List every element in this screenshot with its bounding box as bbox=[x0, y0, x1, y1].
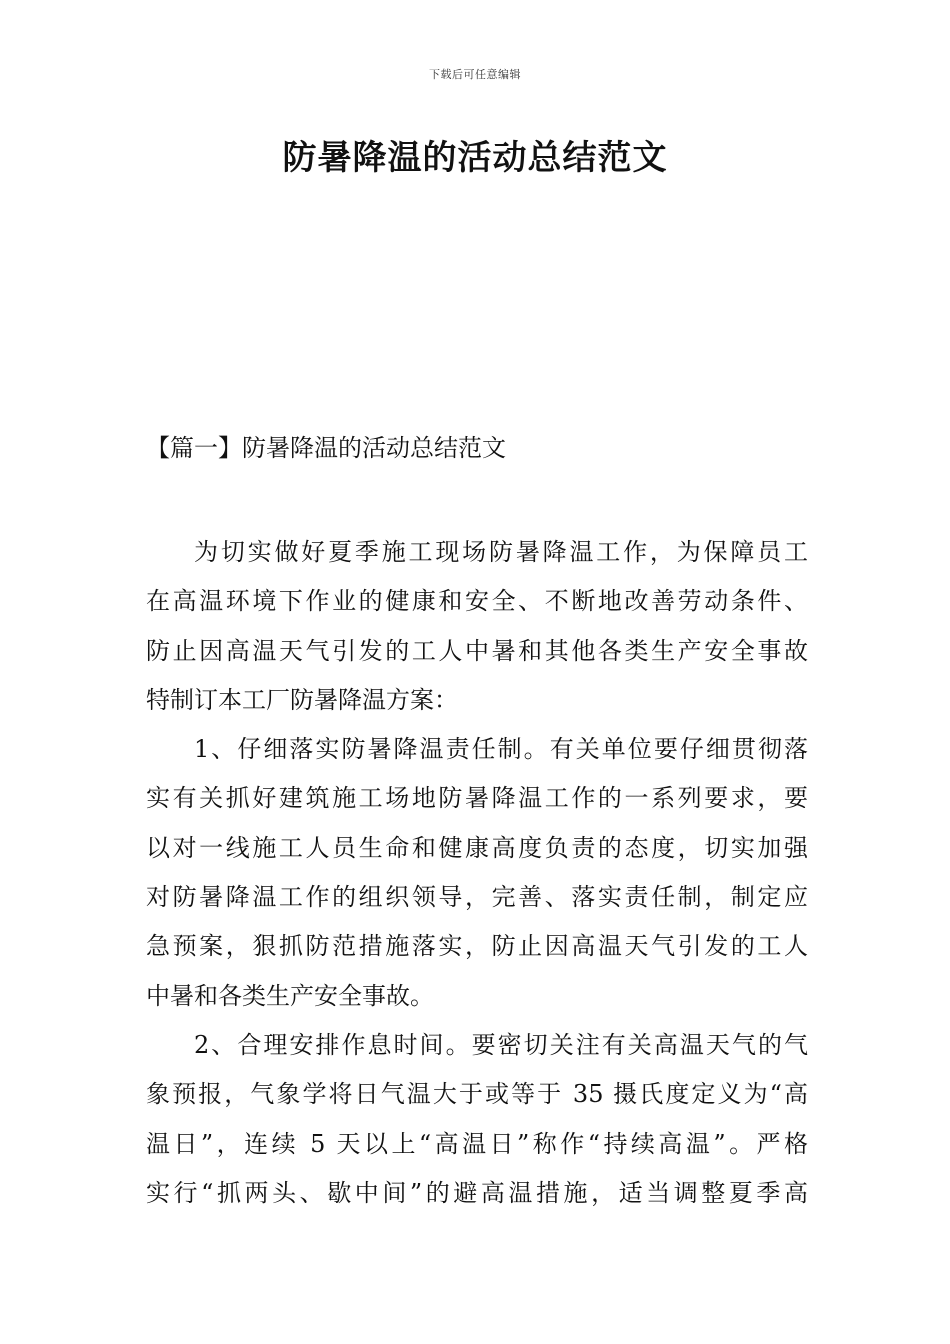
section-heading: 【篇一】防暑降温的活动总结范文 bbox=[146, 434, 506, 462]
paragraph-2-line-1: 1、仔细落实防暑降温责任制。有关单位要仔细贯彻落 bbox=[194, 735, 808, 764]
paragraph-3-line-2: 象预报，气象学将日气温大于或等于 35 摄氏度定义为“高 bbox=[146, 1080, 808, 1109]
paragraph-2-line-3: 以对一线施工人员生命和健康高度负责的态度，切实加强 bbox=[146, 833, 808, 862]
paragraph-1-line-2: 在高温环境下作业的健康和安全、不断地改善劳动条件、 bbox=[146, 587, 808, 616]
paragraph-1-line-1: 为切实做好夏季施工现场防暑降温工作，为保障员工 bbox=[194, 538, 808, 566]
paragraph-2-line-6: 中暑和各类生产安全事故。 bbox=[146, 981, 434, 1010]
header-note: 下载后可任意编辑 bbox=[429, 68, 521, 81]
body-text bbox=[146, 528, 808, 1218]
paragraph-3-line-1: 2、合理安排作息时间。要密切关注有关高温天气的气 bbox=[194, 1030, 808, 1059]
paragraph-2-line-2: 实有关抓好建筑施工场地防暑降温工作的一系列要求，要 bbox=[146, 784, 808, 813]
document-title: 防暑降温的活动总结范文 bbox=[282, 138, 668, 178]
paragraph-2-line-5: 急预案，狠抓防范措施落实，防止因高温天气引发的工人 bbox=[146, 932, 808, 961]
paragraph-2-line-4: 对防暑降温工作的组织领导，完善、落实责任制，制定应 bbox=[146, 883, 808, 912]
paragraph-3-line-4: 实行“抓两头、歇中间”的避高温措施，适当调整夏季高 bbox=[146, 1178, 808, 1207]
paragraph-1-line-4: 特制订本工厂防暑降温方案： bbox=[146, 685, 458, 714]
paragraph-3-line-3: 温日”，连续 5 天以上“高温日”称作“持续高温”。严格 bbox=[146, 1129, 808, 1158]
paragraph-1-line-3: 防止因高温天气引发的工人中暑和其他各类生产安全事故 bbox=[146, 636, 808, 665]
